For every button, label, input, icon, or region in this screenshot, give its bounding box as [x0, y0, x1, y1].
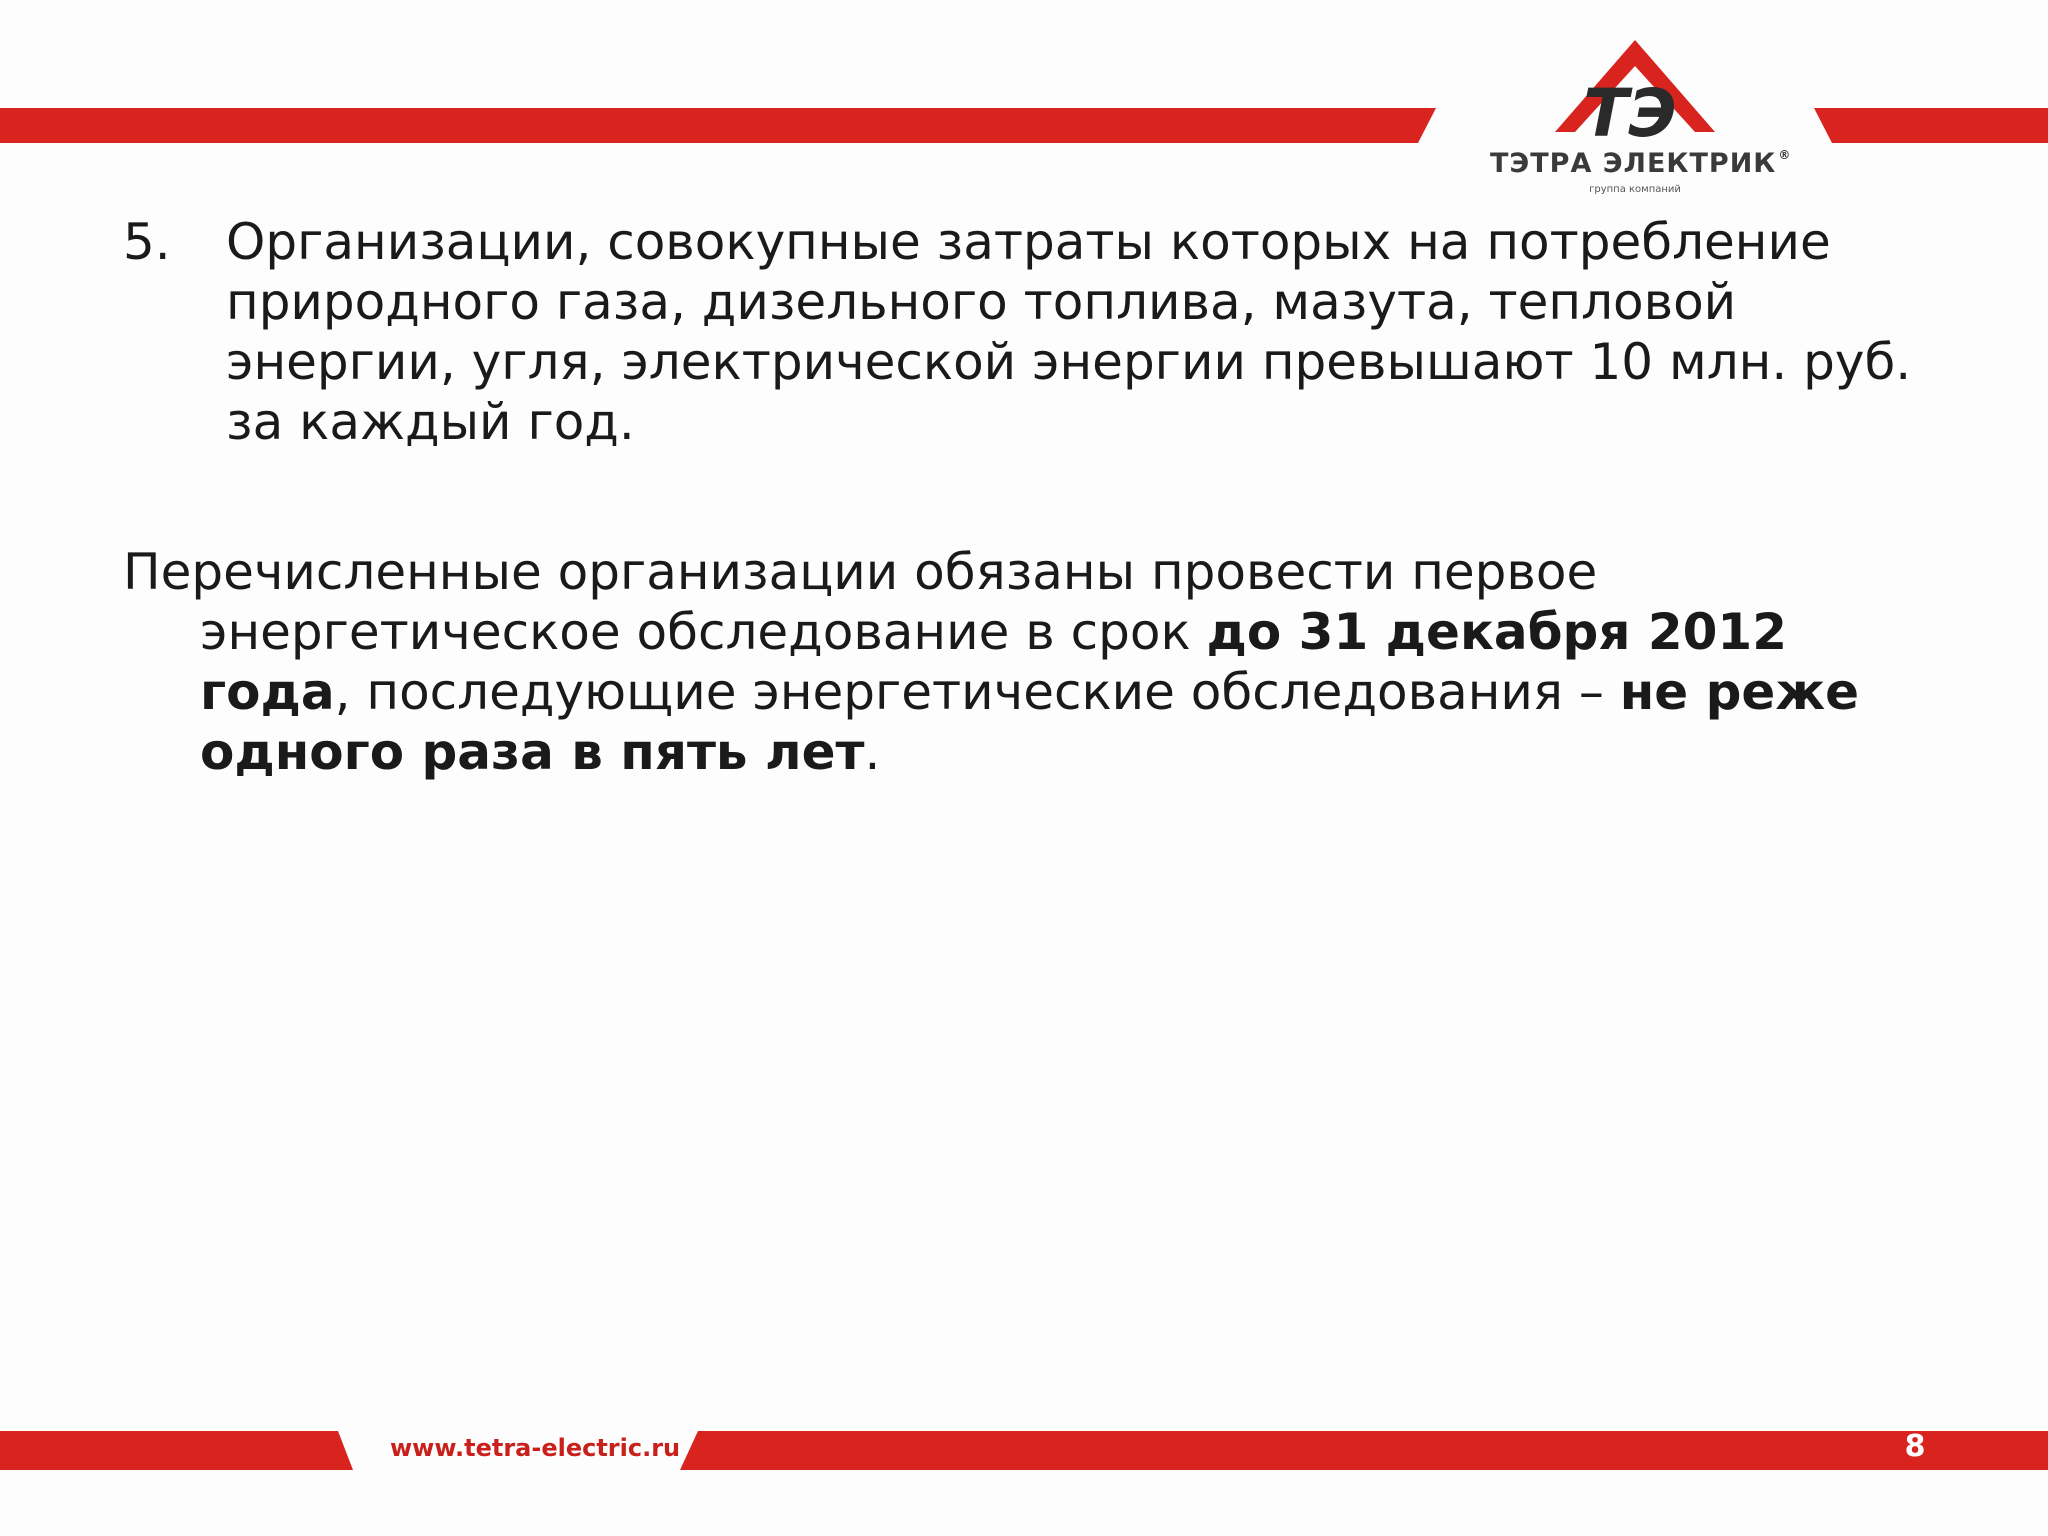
item-number: 5.: [123, 213, 171, 271]
numbered-item: [123, 212, 1943, 452]
paragraph-deadline: до 31 декабря 2012 года: [200, 603, 1788, 721]
logo-registered-mark: ®: [1778, 148, 1792, 162]
top-stripe-right: [1814, 108, 2048, 143]
paragraph-part-1: Перечисленные организации обязаны провести первое энергетическое обследование в срок: [123, 543, 1598, 661]
item-text: Организации, совокупные затраты которых на потребление природного газа, дизельного топлива, мазута, тепловой энергии, угля, электрической энергии превышают 10 млн. руб. за каждый год.: [226, 213, 1912, 451]
bottom-stripe-left: [0, 1431, 353, 1470]
logo-monogram: ТЭ: [1583, 75, 1677, 152]
logo-tagline: группа компаний: [1589, 184, 1681, 195]
obligation-paragraph: [123, 542, 1943, 782]
logo-name: ТЭТРА ЭЛЕКТРИК ®: [1490, 148, 1792, 179]
top-stripe-left: [0, 108, 1436, 143]
paragraph-text: [123, 542, 1920, 782]
te-triangle-logo-icon: [1490, 36, 1792, 206]
bottom-stripe-right: [680, 1431, 2048, 1470]
paragraph-part-3: .: [864, 723, 881, 781]
paragraph-frequency: не реже одного раза в пять лет: [200, 663, 1859, 781]
footer-url[interactable]: www.tetra-electric.ru: [390, 1434, 681, 1462]
page-number: 8: [1904, 1429, 1926, 1464]
paragraph-part-2: , последующие энергетические обследования –: [334, 663, 1620, 721]
